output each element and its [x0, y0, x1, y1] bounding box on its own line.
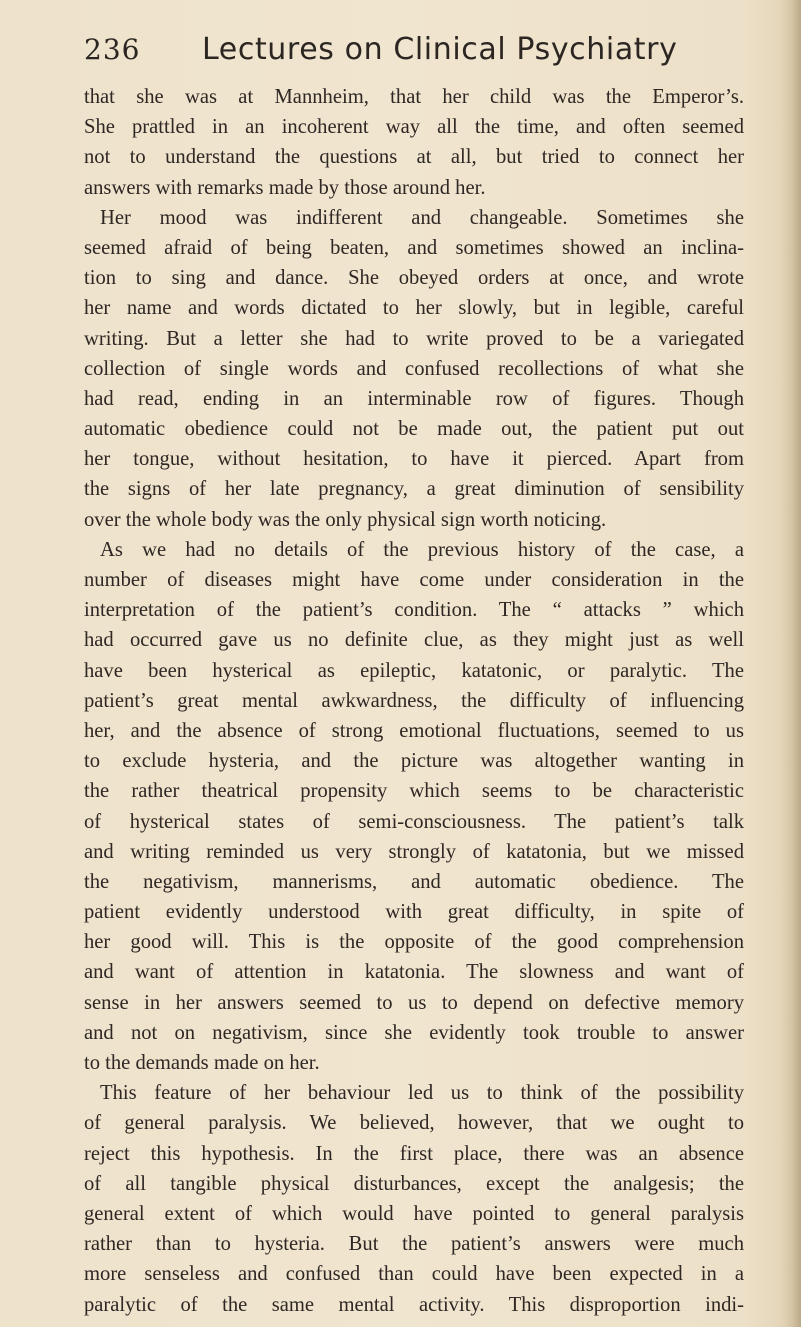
text-line: and writing reminded us very strongly of katatonia, but we missed — [84, 840, 744, 863]
text-line: general extent of which would have pointed to general paralysis — [84, 1202, 744, 1225]
text-line: more senseless and confused than could have been expected in a — [84, 1263, 744, 1286]
text-line: the signs of her late pregnancy, a great diminution of sensibility — [84, 478, 744, 501]
text-line: paralytic of the same mental activity. This disproportion indi- — [84, 1293, 744, 1316]
text-line: not to understand the questions at all, but tried to connect her — [84, 146, 744, 169]
text-line: have been hysterical as epileptic, katatonic, or paralytic. The — [84, 659, 744, 682]
text-line: her good will. This is the opposite of the good comprehension — [84, 931, 744, 954]
text-line: As we had no details of the previous history of the case, a — [100, 538, 744, 561]
text-line: This feature of her behaviour led us to think of the possibility — [100, 1082, 744, 1105]
text-line: interpretation of the patient’s condition. The “ attacks ” which — [84, 599, 744, 622]
text-line: of general paralysis. We believed, however, that we ought to — [84, 1112, 744, 1135]
text-line: that she was at Mannheim, that her child was the Emperor’s. — [84, 86, 744, 108]
page-edge-shadow — [779, 0, 801, 1327]
body-text — [84, 82, 744, 1320]
text-line: of hysterical states of semi-consciousness. The patient’s talk — [84, 810, 744, 833]
text-line: answers with remarks made by those around her. — [84, 176, 486, 199]
text-line: She prattled in an incoherent way all the time, and often seemed — [84, 116, 744, 139]
text-line: over the whole body was the only physical sign worth noticing. — [84, 508, 607, 531]
text-line: writing. But a letter she had to write proved to be a variegated — [84, 327, 744, 350]
running-head — [84, 26, 724, 76]
text-line: reject this hypothesis. In the first place, there was an absence — [84, 1142, 744, 1165]
text-line: her tongue, without hesitation, to have it pierced. Apart from — [84, 448, 744, 471]
text-line: Her mood was indifferent and changeable. Sometimes she — [100, 206, 744, 229]
running-title: Lectures on Clinical Psychiatry — [202, 32, 678, 67]
text-line: collection of single words and confused recollections of what she — [84, 357, 744, 380]
text-line: had read, ending in an interminable row of figures. Though — [84, 387, 744, 410]
text-line: her name and words dictated to her slowly, but in legible, careful — [84, 297, 744, 320]
text-line: the negativism, mannerisms, and automatic obedience. The — [84, 870, 744, 893]
text-line: number of diseases might have come under consideration in the — [84, 569, 744, 591]
text-line: of all tangible physical disturbances, except the analgesis; the — [84, 1172, 744, 1195]
text-line: rather than to hysteria. But the patient’s answers were much — [84, 1233, 744, 1256]
page-number: 236 — [84, 33, 141, 66]
text-line: to the demands made on her. — [84, 1052, 320, 1074]
text-line: and want of attention in katatonia. The slowness and want of — [84, 961, 744, 984]
text-line: patient’s great mental awkwardness, the difficulty of influencing — [84, 689, 744, 712]
text-line: patient evidently understood with great difficulty, in spite of — [84, 901, 744, 924]
text-line: to exclude hysteria, and the picture was altogether wanting in — [84, 750, 744, 773]
text-line: the rather theatrical propensity which seems to be characteristic — [84, 780, 744, 803]
text-line: her, and the absence of strong emotional fluctuations, seemed to us — [84, 719, 744, 742]
text-line: tion to sing and dance. She obeyed orders at once, and wrote — [84, 267, 744, 290]
text-line: automatic obedience could not be made out, the patient put out — [84, 418, 744, 441]
text-line: and not on negativism, since she evidently took trouble to answer — [84, 1021, 744, 1044]
text-line: seemed afraid of being beaten, and sometimes showed an inclina- — [84, 236, 744, 259]
text-line: sense in her answers seemed to us to depend on defective memory — [84, 991, 744, 1014]
text-line: had occurred gave us no definite clue, as they might just as well — [84, 629, 744, 652]
